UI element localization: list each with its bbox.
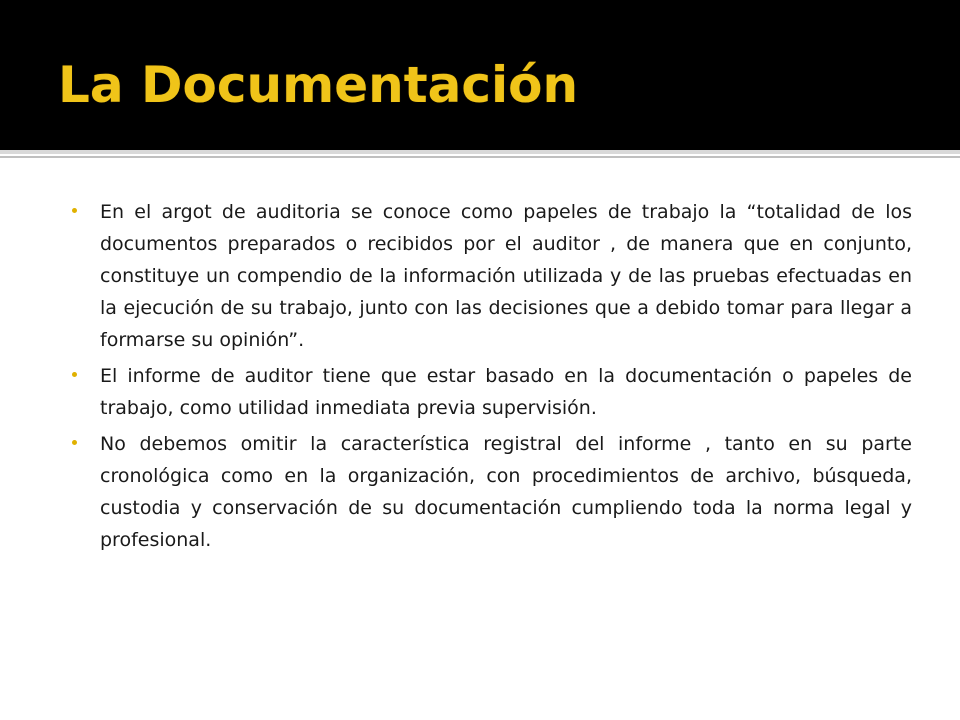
slide-title: La Documentación [58, 56, 579, 114]
bullet-list [72, 196, 912, 560]
bullet-dot-icon [72, 208, 77, 213]
bullet-item [72, 360, 912, 424]
bullet-text: No debemos omitir la característica registral del informe , tanto en su parte cronológica como en la organización, con procedimientos de archivo, búsqueda, custodia y conservación de su documentación cumpliendo toda la norma legal y profesional. [100, 433, 912, 551]
bullet-dot-icon [72, 440, 77, 445]
title-divider-thin [0, 156, 960, 158]
title-divider [0, 150, 960, 154]
title-bar [0, 0, 960, 150]
bullet-dot-icon [72, 372, 77, 377]
bullet-text: En el argot de auditoria se conoce como papeles de trabajo la “totalidad de los documentos preparados o recibidos por el auditor , de manera que en conjunto, constituye un compendio de la información utilizada y de las pruebas efectuadas en la ejecución de su trabajo, junto con las decisiones que a debido tomar para llegar a formarse su opinión”. [100, 201, 912, 351]
bullet-item [72, 428, 912, 556]
bullet-item [72, 196, 912, 356]
bullet-text: El informe de auditor tiene que estar basado en la documentación o papeles de trabajo, como utilidad inmediata previa supervisión. [100, 365, 912, 419]
